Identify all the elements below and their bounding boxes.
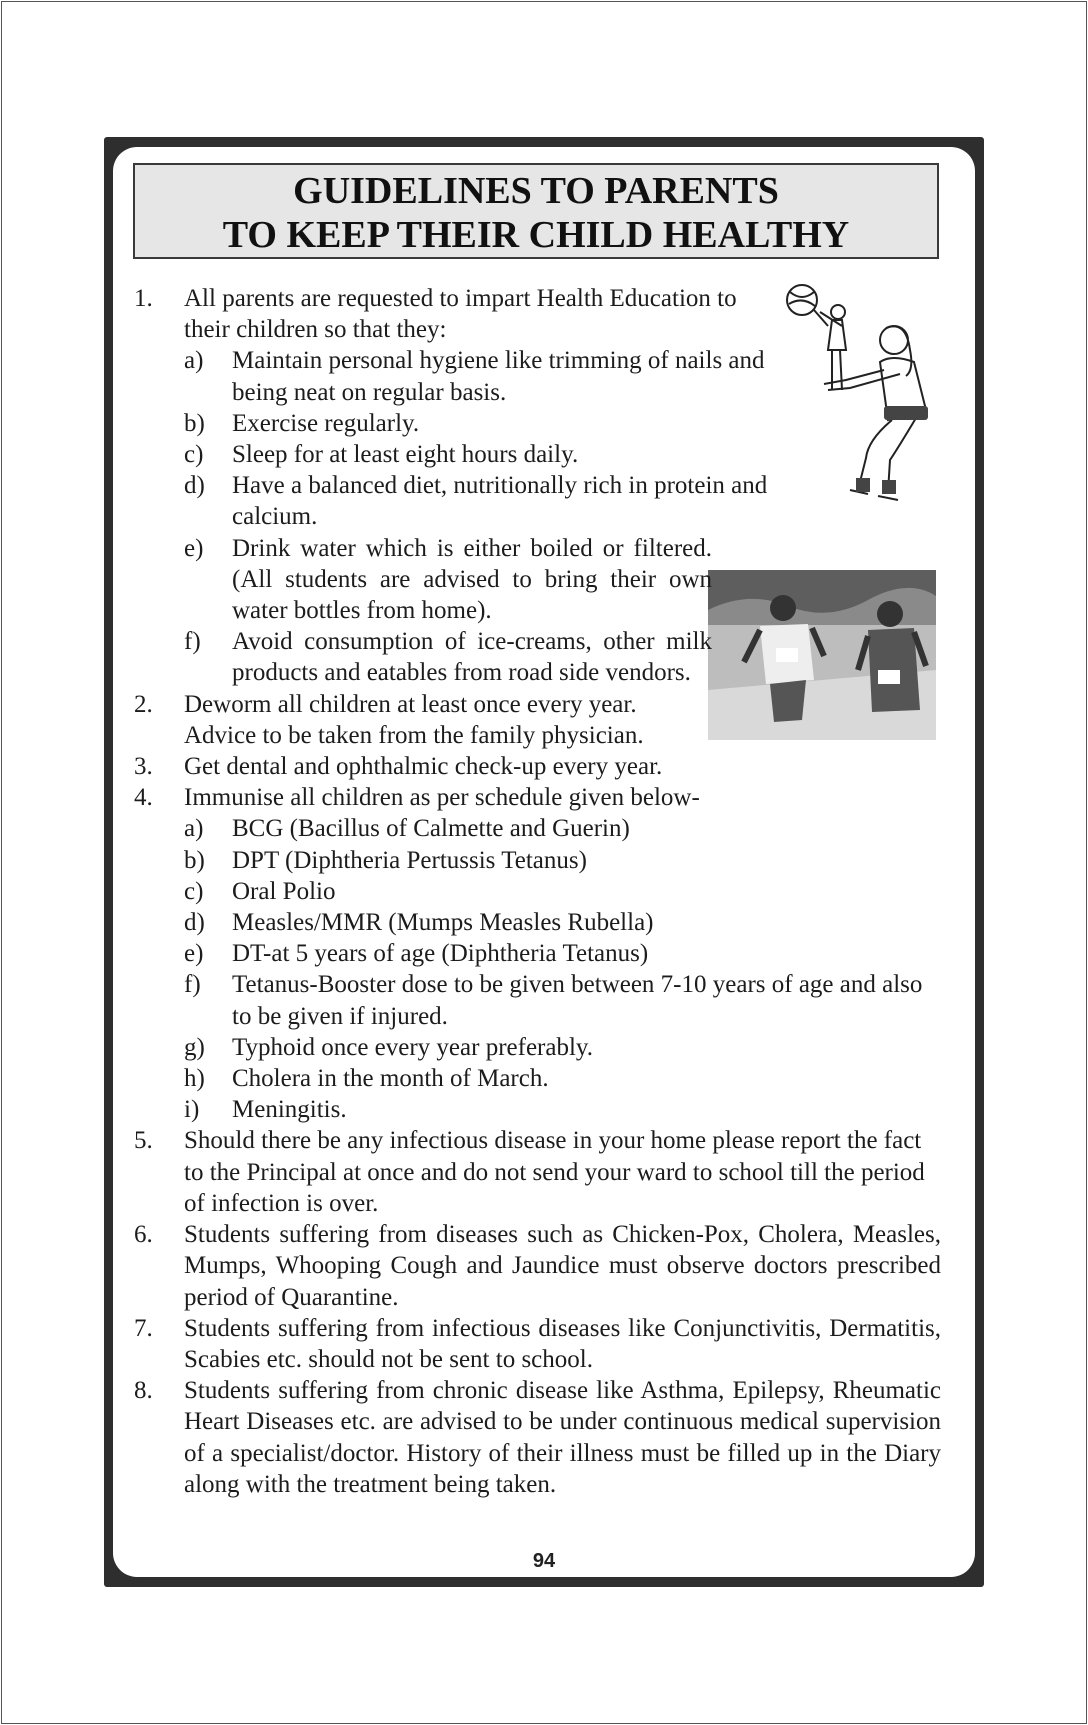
item-text: All parents are requested to impart Health Education to their children so that they: [184, 285, 737, 344]
sub-item [184, 626, 941, 688]
item-number: 3. [134, 753, 153, 781]
sub-item-text: Cholera in the month of March. [232, 1065, 549, 1093]
sub-item-text: DT-at 5 years of age (Diphtheria Tetanus) [232, 940, 649, 968]
sub-item [184, 907, 941, 938]
list-item [128, 1313, 941, 1375]
sub-item-letter: g) [184, 1033, 205, 1061]
sub-item-letter: a) [184, 347, 204, 375]
sub-item-text: Drink water which is either boiled or filtered. (All students are advised to bring their own water bottles from home). [232, 534, 712, 625]
sub-item-letter: e) [184, 940, 204, 968]
sub-item-text: Have a balanced diet, nutritionally rich in protein and calcium. [232, 472, 768, 531]
sub-item [184, 876, 941, 907]
sub-item [184, 408, 941, 439]
item-number: 1. [134, 285, 153, 312]
item-text: Immunise all children as per schedule given below- [184, 784, 700, 812]
sub-item-text: Typhoid once every year preferably. [232, 1033, 594, 1061]
title-line-2: TO KEEP THEIR CHILD HEALTHY [222, 214, 850, 256]
sub-item-letter: b) [184, 846, 205, 874]
item-number: 4. [134, 784, 153, 812]
sub-item [184, 1094, 941, 1125]
guidelines-list [128, 283, 941, 1500]
sub-item-text: BCG (Bacillus of Calmette and Guerin) [232, 815, 630, 843]
sub-item [184, 845, 941, 876]
item-number: 7. [134, 1314, 153, 1342]
sub-item [184, 1032, 941, 1063]
item-text: Students suffering from diseases such as Chicken-Pox, Cholera, Measles, Mumps, Whooping Cough and Jaundice must observe doctors prescribed period of Quarantine. [184, 1221, 941, 1311]
sub-item-text: DPT (Diphtheria Pertussis Tetanus) [232, 846, 587, 874]
list-item [128, 1125, 941, 1219]
sub-item-letter: b) [184, 409, 205, 437]
page-number: 94 [532, 1550, 556, 1572]
title-box [133, 163, 939, 259]
sub-item-text: Measles/MMR (Mumps Measles Rubella) [232, 909, 654, 937]
sub-item [184, 1063, 941, 1094]
sub-item-text: Oral Polio [232, 877, 336, 905]
item-number: 5. [134, 1127, 153, 1155]
sub-item-letter: f) [184, 628, 201, 656]
sub-item [184, 533, 941, 627]
sub-item-text: Meningitis. [232, 1096, 347, 1124]
sub-item [184, 470, 941, 532]
list-item [128, 1219, 941, 1313]
sub-item-letter: c) [184, 441, 204, 469]
sub-item-letter: f) [184, 971, 201, 999]
item-number: 2. [134, 690, 153, 718]
list-item [128, 689, 941, 751]
list-item [128, 1375, 941, 1500]
sub-item [184, 439, 941, 470]
sub-item [184, 813, 941, 844]
sub-item-text: Avoid consumption of ice-creams, other milk products and eatables from road side vendors. [232, 628, 712, 687]
sub-item-letter: i) [184, 1096, 200, 1124]
sub-item-letter: d) [184, 909, 205, 937]
sub-item-letter: e) [184, 534, 204, 562]
sub-item [184, 938, 941, 969]
sub-item [184, 969, 941, 1031]
item-number: 8. [134, 1377, 153, 1405]
title-line-1: GUIDELINES TO PARENTS [293, 170, 779, 212]
list-item [128, 782, 941, 813]
item-text: Get dental and ophthalmic check-up every year. [184, 753, 663, 781]
item-text: Students suffering from infectious diseases like Conjunctivitis, Dermatitis, Scabies etc. should not be sent to school. [184, 1314, 941, 1373]
sub-item-text: Exercise regularly. [232, 409, 420, 437]
sub-item-letter: c) [184, 877, 204, 905]
list-item [128, 751, 941, 782]
sub-item-text: Sleep for at least eight hours daily. [232, 441, 579, 469]
sub-item-text: Maintain personal hygiene like trimming of nails and being neat on regular basis. [232, 347, 765, 406]
sub-item [184, 345, 941, 407]
item-text: Students suffering from chronic disease like Asthma, Epilepsy, Rheumatic Heart Diseases etc. are advised to be under continuous medical supervision of a specialist/doctor. History of their illness must be filled up in the Diary along with the treatment being taken. [184, 1377, 941, 1498]
item-number: 6. [134, 1221, 153, 1249]
sub-item-text: Tetanus-Booster dose to be given between 7-10 years of age and also to be given if injured. [232, 971, 923, 1030]
sub-item-letter: h) [184, 1065, 205, 1093]
sub-item-letter: a) [184, 815, 204, 843]
sub-item-letter: d) [184, 472, 205, 500]
item-text: Should there be any infectious disease in your home please report the fact to the Principal at once and do not send your ward to school till the period of infection is over. [184, 1127, 925, 1217]
list-item [128, 283, 941, 345]
item-text: Deworm all children at least once every year. Advice to be taken from the family physician. [184, 690, 644, 749]
